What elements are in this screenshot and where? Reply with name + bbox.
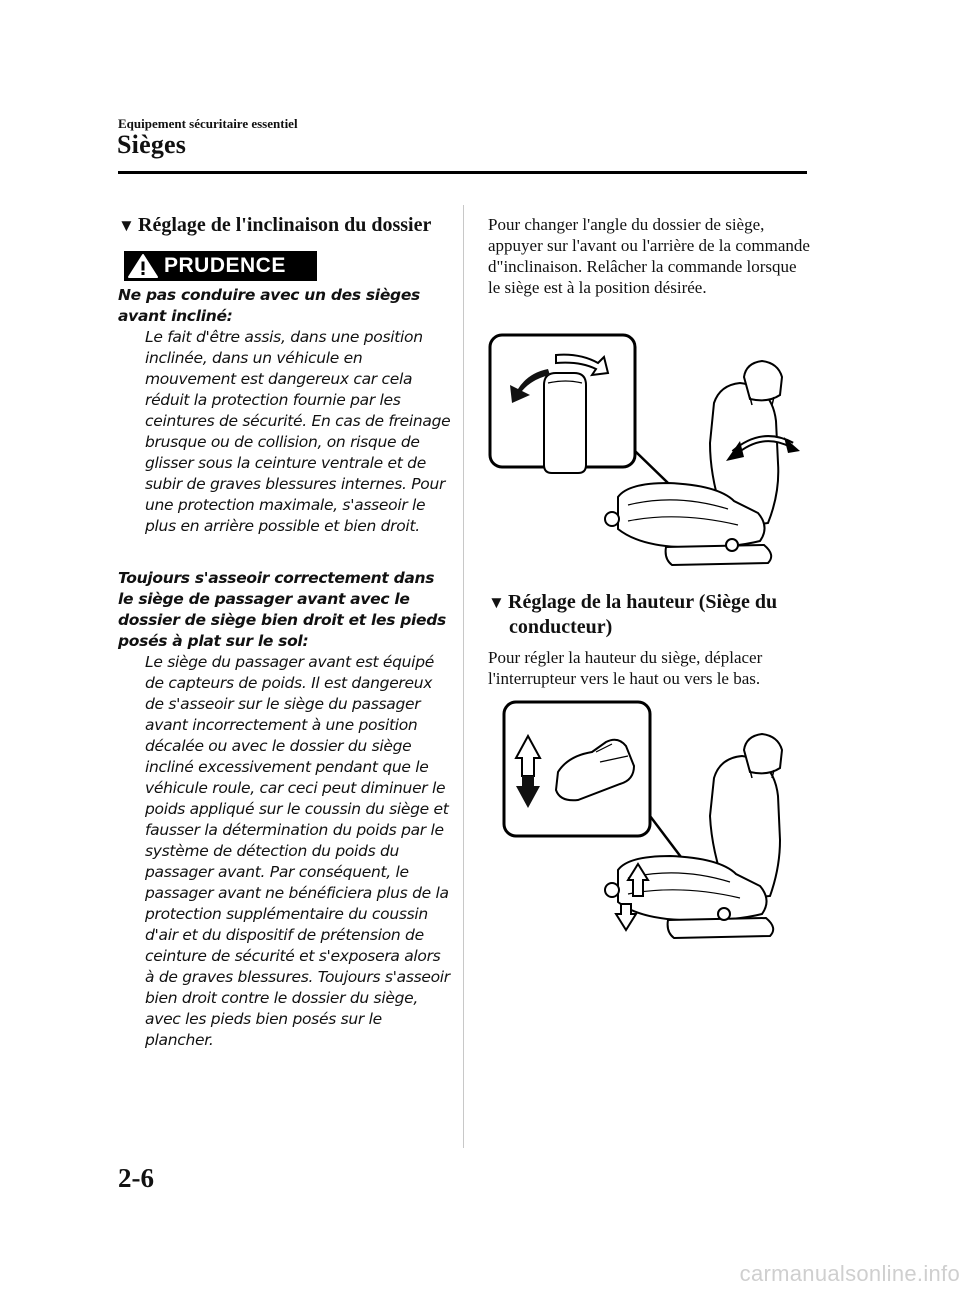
warning-triangle-icon — [127, 253, 159, 279]
watermark: carmanualsonline.info — [739, 1261, 960, 1286]
recline-instructions: Pour changer l'angle du dossier de siège, appuyer sur l'avant ou l'arrière de la commande d"inclinaison. Relâcher la commande lorsque le siège est à la position désirée. — [488, 215, 810, 297]
seat-recline-diagram — [488, 333, 813, 573]
warning-1-heading: Ne pas conduire avec un des sièges avant incliné: — [118, 286, 420, 325]
height-heading-line1: Réglage de la hauteur (Siège du — [508, 591, 778, 613]
header-rule — [118, 171, 807, 174]
height-instructions: Pour régler la hauteur du siège, déplacer l'interrupteur vers le haut ou vers le bas. — [488, 648, 763, 688]
height-heading-line2: conducteur) — [509, 616, 613, 638]
warning-2-heading: Toujours s'asseoir correctement dans le siège de passager avant avec le dossier de siège bien droit et les pieds posés à plat sur le sol: — [118, 569, 446, 650]
section-kicker: Equipement sécuritaire essentiel — [118, 116, 298, 131]
recline-section-heading — [118, 213, 453, 238]
page-number: 2-6 — [118, 1163, 154, 1193]
column-divider — [463, 205, 464, 1148]
triangle-marker-icon: ▼ — [118, 216, 135, 235]
warning-2-body: Le siège du passager avant est équipé de capteurs de poids. Il est dangereux de s'asseoir sur le siège du passager avant incorrectement à une position décalée ou avec le dossier du siège incliné excessivement pendant que le véhicule roule, car ceci peut diminuer le poids appliqué sur le coussin du siège et fausser la détermination du poids par le système de détection du poids du passager avant. Par conséquent, le passager avant ne bénéficiera plus de la protection supplémentaire du coussin d'air et du dispositif de prétension de ceinture de sécurité et s'exposera alors à de graves blessures. Toujours s'asseoir bien droit contre le dossier du siège, avec les pieds bien posés sur le plancher. — [145, 653, 450, 1049]
page-title: Sièges — [117, 130, 187, 159]
triangle-marker-icon: ▼ — [488, 593, 505, 612]
height-section-heading — [488, 590, 808, 640]
caution-label: PRUDENCE — [164, 254, 286, 277]
recline-heading-text: Réglage de l'inclinaison du dossier — [138, 214, 432, 236]
caution-banner — [124, 251, 317, 281]
warning-1-body: Le fait d'être assis, dans une position inclinée, dans un véhicule en mouvement est dangereux car cela réduit la protection fournie par les ceintures de sécurité. En cas de freinage brusque ou de collision, on risque de glisser sous la ceinture ventrale et de subir de graves blessures internes. Pour une protection maximale, s'asseoir le plus en arrière possible et bien droit. — [145, 328, 451, 535]
seat-height-diagram — [488, 700, 813, 940]
